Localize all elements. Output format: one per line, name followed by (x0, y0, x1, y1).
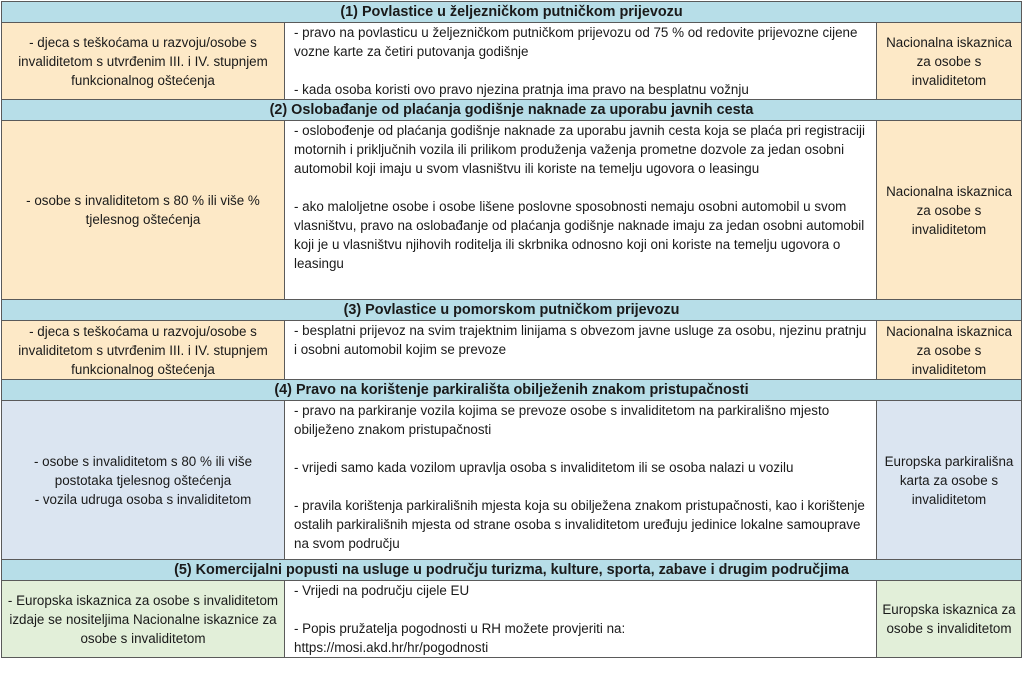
right-item: - Vrijedi na području cijele EU (294, 583, 470, 598)
rights-cell (285, 581, 877, 658)
right-item: - ako maloljetne osobe i osobe lišene poslovne sposobnosti nemaju osobni automobil u svom vlasništvu, pravo na oslobađanje od plaćanja godišnje naknade imaju za jedan osobni automobil koji je u vlasništvu njihovih roditelja ili skrbnika odnosno koji oni koriste na temelju ugovora o leasingu (294, 199, 865, 271)
section-row (2, 23, 1022, 100)
right-item: - vrijedi samo kada vozilom upravlja osoba s invaliditetom ili se osoba nalazi u vozilu (294, 460, 794, 475)
rights-cell (285, 401, 877, 560)
eligible-persons: - djeca s teškoćama u razvoju/osobe s invaliditetom s utvrđenim III. i IV. stupnjem funkcionalnog oštećenja (2, 23, 285, 100)
right-item: - Popis pružatelja pogodnosti u RH možete provjeriti na: https://mosi.akd.hr/hr/pogodnosti (294, 621, 626, 655)
eligible-persons: - djeca s teškoćama u razvoju/osobe s invaliditetom s utvrđenim III. i IV. stupnjem funkcionalnog oštećenja (2, 321, 285, 380)
required-document: Europska parkirališna karta za osobe s invaliditetom (877, 401, 1022, 560)
required-document: Nacionalna iskaznica za osobe s invaliditetom (877, 121, 1022, 300)
required-document: Nacionalna iskaznica za osobe s invaliditetom (877, 23, 1022, 100)
section-title: (2) Oslobađanje od plaćanja godišnje naknade za uporabu javnih cesta (2, 100, 1022, 121)
section-header (2, 2, 1022, 23)
required-document: Nacionalna iskaznica za osobe s invaliditetom (877, 321, 1022, 380)
section-header (2, 560, 1022, 581)
section-row (2, 401, 1022, 560)
section-row (2, 321, 1022, 380)
section-header (2, 300, 1022, 321)
rights-cell (285, 23, 877, 100)
section-title: (4) Pravo na korištenje parkirališta obilježenih znakom pristupačnosti (2, 380, 1022, 401)
section-title: (3) Povlastice u pomorskom putničkom prijevozu (2, 300, 1022, 321)
right-item: - pravo na povlasticu u željezničkom putničkom prijevozu od 75 % od redovite prijevozne cijene vozne karte za četiri putovanja godišnje (294, 25, 858, 59)
required-document: Europska iskaznica za osobe s invaliditetom (877, 581, 1022, 658)
right-item: - oslobođenje od plaćanja godišnje naknade za uporabu javnih cesta koja se plaća pri registraciji motornih i priključnih vozila ili prilikom produženja važenja prometne dozvole za jedan osobni automobil koji imaju u svom vlasništvu ili koriste na temelju ugovora o leasingu (294, 123, 865, 176)
right-item: - pravila korištenja parkirališnih mjesta koja su obilježena znakom pristupačnosti, kao i korištenje ostalih parkirališnih mjesta od strane osoba s invaliditetom uređuju jedinice lokalne samouprave na svom području (294, 498, 865, 551)
section-header (2, 380, 1022, 401)
eligible-persons: - Europska iskaznica za osobe s invaliditetom izdaje se nositeljima Nacionalne iskaznice za osobe s invaliditetom (2, 581, 285, 658)
section-row (2, 121, 1022, 300)
section-title: (1) Povlastice u željezničkom putničkom prijevozu (2, 2, 1022, 23)
section-header (2, 100, 1022, 121)
eligible-persons: - osobe s invaliditetom s 80 % ili više % tjelesnog oštećenja (2, 121, 285, 300)
eligible-persons: - osobe s invaliditetom s 80 % ili više postotaka tjelesnog oštećenja - vozila udruga osoba s invaliditetom (2, 401, 285, 560)
right-item: - besplatni prijevoz na svim trajektnim linijama s obvezom javne usluge za osobu, njezinu pratnju i osobni automobil kojim se prevoze (294, 323, 867, 357)
rights-cell (285, 121, 877, 300)
right-item: - pravo na parkiranje vozila kojima se prevoze osobe s invaliditetom na parkirališno mjesto obilježeno znakom pristupačnosti (294, 403, 830, 437)
right-item: - kada osoba koristi ovo pravo njezina pratnja ima pravo na besplatnu vožnju (294, 82, 749, 97)
benefits-table (1, 1, 1022, 658)
section-row (2, 581, 1022, 658)
section-title: (5) Komercijalni popusti na usluge u području turizma, kulture, sporta, zabave i drugim područjima (2, 560, 1022, 581)
rights-cell (285, 321, 877, 380)
